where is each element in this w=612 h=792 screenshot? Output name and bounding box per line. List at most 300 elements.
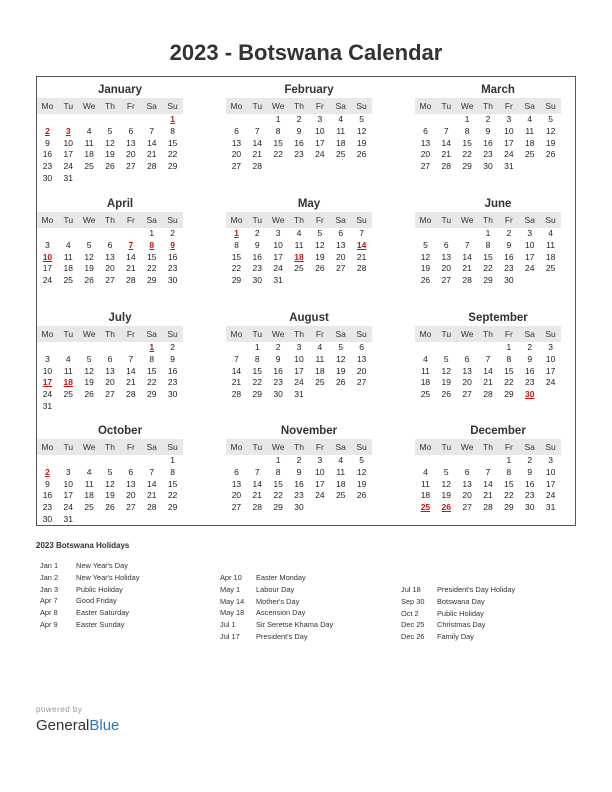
empty-day-cell <box>120 401 141 413</box>
day-cell: 26 <box>315 263 325 274</box>
day-cell: 26 <box>356 490 367 501</box>
weekday-header: Fr <box>504 215 513 225</box>
day-cell: 26 <box>356 149 367 160</box>
weekday-header-row <box>415 212 561 228</box>
day-cell: 2 <box>254 228 260 238</box>
day-cell: 13 <box>126 478 136 489</box>
holiday-day-cell: 26 <box>441 502 452 513</box>
weekday-header-row <box>37 439 183 455</box>
day-cell: 25 <box>545 263 556 274</box>
day-cell: 3 <box>548 455 553 465</box>
weekday-header: Tu <box>252 101 263 111</box>
empty-day-cell <box>120 342 141 354</box>
week-row <box>415 377 561 389</box>
holiday-day-cell: 17 <box>42 377 53 388</box>
day-cell: 6 <box>443 239 449 250</box>
empty-day-cell <box>457 455 478 467</box>
holiday-entry <box>40 572 220 584</box>
weekday-header: Tu <box>441 101 452 111</box>
holiday-name: Public Holiday <box>437 608 484 618</box>
empty-day-cell <box>226 342 247 354</box>
day-cell: 16 <box>524 365 535 376</box>
day-cell: 7 <box>254 125 260 136</box>
empty-day-cell <box>141 114 162 126</box>
holiday-date: May 14 <box>220 596 245 606</box>
week-row <box>415 490 561 502</box>
day-cell: 1 <box>506 342 512 352</box>
day-cell: 30 <box>167 275 178 286</box>
day-cell: 26 <box>84 275 94 286</box>
weekday-header-row <box>226 326 372 342</box>
day-cell: 23 <box>294 149 304 160</box>
day-cell: 25 <box>524 149 535 160</box>
empty-day-cell <box>519 275 540 287</box>
day-cell: 16 <box>524 478 535 489</box>
empty-day-cell <box>226 114 247 126</box>
day-cell: 13 <box>231 137 242 148</box>
weekday-header: We <box>82 215 96 225</box>
weekday-header: Mo <box>419 442 432 452</box>
holiday-day-cell: 9 <box>170 239 175 250</box>
day-cell: 5 <box>107 125 113 136</box>
weekday-header: We <box>271 215 285 225</box>
day-cell: 15 <box>504 478 514 489</box>
week-row <box>226 114 372 126</box>
week-row <box>226 490 372 502</box>
weekday-header: Tu <box>441 215 452 225</box>
day-cell: 7 <box>485 353 491 364</box>
week-row <box>37 389 183 401</box>
month-name: March <box>481 84 515 96</box>
holiday-entry <box>401 596 581 608</box>
day-cell: 25 <box>63 275 74 286</box>
day-cell: 28 <box>252 161 263 172</box>
weekday-header: Fr <box>315 101 324 111</box>
day-cell: 7 <box>485 466 491 477</box>
day-cell: 13 <box>462 478 472 489</box>
empty-day-cell <box>289 275 310 287</box>
weekday-header: Th <box>105 215 115 225</box>
empty-day-cell <box>37 114 58 126</box>
day-cell: 28 <box>483 389 493 400</box>
empty-day-cell <box>436 342 457 354</box>
day-cell: 5 <box>86 353 92 364</box>
week-row <box>226 240 372 252</box>
month-september <box>415 311 561 401</box>
day-cell: 23 <box>524 377 535 388</box>
holiday-name: Easter Monday <box>256 573 306 582</box>
month-march <box>415 83 561 173</box>
day-cell: 13 <box>126 137 136 148</box>
holiday-name: Mother's Day <box>256 596 300 606</box>
week-row <box>226 389 372 401</box>
day-cell: 24 <box>545 377 556 388</box>
weekday-header: Mo <box>41 215 54 225</box>
empty-day-cell <box>100 173 121 185</box>
holiday-name: Public Holiday <box>76 584 123 594</box>
weekday-header: Mo <box>419 101 432 111</box>
day-cell: 10 <box>315 125 325 136</box>
day-cell: 27 <box>105 389 115 400</box>
day-cell: 21 <box>146 490 157 501</box>
day-cell: 31 <box>545 502 556 513</box>
day-cell: 5 <box>443 353 449 364</box>
day-cell: 20 <box>335 251 346 262</box>
empty-day-cell <box>351 275 372 287</box>
week-row <box>226 275 372 287</box>
empty-day-cell <box>100 455 121 467</box>
day-cell: 27 <box>356 377 367 388</box>
day-cell: 29 <box>252 389 263 400</box>
weekday-header: Mo <box>230 215 243 225</box>
week-row <box>226 502 372 514</box>
day-cell: 20 <box>105 377 115 388</box>
day-cell: 8 <box>234 239 239 250</box>
holiday-date: Jan 2 <box>40 572 59 582</box>
weekday-header: Fr <box>504 101 513 111</box>
day-cell: 9 <box>275 353 281 364</box>
day-cell: 21 <box>126 377 136 388</box>
day-cell: 7 <box>254 466 260 477</box>
day-cell: 1 <box>170 455 175 465</box>
week-row <box>37 490 183 502</box>
empty-day-cell <box>100 342 121 354</box>
empty-day-cell <box>247 114 268 126</box>
brand-name-general: General <box>36 717 90 734</box>
day-cell: 20 <box>126 490 136 501</box>
day-cell: 6 <box>234 466 239 477</box>
weekday-header-row <box>415 98 561 114</box>
empty-day-cell <box>457 342 478 354</box>
day-cell: 27 <box>126 502 136 513</box>
day-cell: 1 <box>485 228 491 238</box>
day-cell: 19 <box>315 251 325 262</box>
holiday-entry <box>40 584 220 596</box>
day-cell: 17 <box>504 137 514 148</box>
day-cell: 20 <box>462 490 472 501</box>
holiday-entry <box>40 560 220 572</box>
week-row <box>415 502 561 514</box>
day-cell: 18 <box>335 137 346 148</box>
day-cell: 3 <box>548 342 553 352</box>
week-row <box>37 401 183 413</box>
day-cell: 20 <box>126 149 136 160</box>
week-row <box>226 138 372 150</box>
month-name: May <box>297 198 321 210</box>
day-cell: 27 <box>105 275 115 286</box>
day-cell: 24 <box>315 149 325 160</box>
day-cell: 15 <box>273 137 283 148</box>
day-cell: 12 <box>356 125 367 136</box>
empty-day-cell <box>330 161 351 173</box>
day-cell: 30 <box>252 275 263 286</box>
day-cell: 7 <box>149 125 155 136</box>
day-cell: 7 <box>359 228 364 238</box>
empty-day-cell <box>436 455 457 467</box>
day-cell: 23 <box>167 377 178 388</box>
day-cell: 27 <box>420 161 431 172</box>
holiday-date: Dec 26 <box>401 632 425 642</box>
weekday-header: Su <box>167 101 178 111</box>
day-cell: 30 <box>167 389 178 400</box>
empty-day-cell <box>79 173 100 185</box>
month-june <box>415 197 561 287</box>
day-cell: 18 <box>63 263 74 274</box>
empty-day-cell <box>351 389 372 401</box>
holiday-day-cell: 10 <box>42 251 53 262</box>
day-cell: 19 <box>420 263 431 274</box>
day-cell: 22 <box>146 377 157 388</box>
day-cell: 8 <box>275 466 281 477</box>
day-cell: 19 <box>441 377 452 388</box>
day-cell: 25 <box>63 389 74 400</box>
day-cell: 9 <box>296 125 302 136</box>
empty-day-cell <box>436 228 457 240</box>
day-cell: 12 <box>356 466 367 477</box>
weekday-header: Sa <box>524 329 535 339</box>
day-cell: 22 <box>231 263 242 274</box>
day-cell: 3 <box>45 239 50 250</box>
holiday-entry <box>220 619 400 631</box>
day-cell: 24 <box>545 490 556 501</box>
empty-day-cell <box>37 228 58 240</box>
day-cell: 9 <box>506 239 512 250</box>
empty-day-cell <box>540 161 561 173</box>
day-cell: 29 <box>146 275 157 286</box>
day-cell: 19 <box>441 490 452 501</box>
month-name: July <box>108 312 132 324</box>
day-cell: 26 <box>105 161 115 172</box>
day-cell: 10 <box>545 466 556 477</box>
week-row <box>415 275 561 287</box>
day-cell: 29 <box>231 275 242 286</box>
day-cell: 10 <box>315 466 325 477</box>
day-cell: 2 <box>296 114 302 124</box>
holiday-name: Christmas Day <box>437 620 486 630</box>
week-row <box>415 354 561 366</box>
holiday-day-cell: 8 <box>149 239 155 250</box>
day-cell: 27 <box>462 389 472 400</box>
weekday-header: We <box>82 101 96 111</box>
week-row <box>37 342 183 354</box>
week-row <box>37 149 183 161</box>
week-row <box>226 354 372 366</box>
holiday-date: May 18 <box>220 608 245 618</box>
month-name: October <box>97 425 143 437</box>
day-cell: 9 <box>45 478 50 489</box>
day-cell: 18 <box>84 490 94 501</box>
day-cell: 2 <box>170 342 175 352</box>
day-cell: 24 <box>273 263 283 274</box>
weekday-header: We <box>271 442 285 452</box>
weekday-header: Fr <box>504 442 513 452</box>
month-december <box>415 424 561 514</box>
week-row <box>415 114 561 126</box>
empty-day-cell <box>540 275 561 287</box>
week-row <box>415 228 561 240</box>
weekday-header: Fr <box>315 329 324 339</box>
day-cell: 18 <box>335 478 346 489</box>
day-cell: 13 <box>441 251 452 262</box>
weekday-header: Tu <box>63 329 74 339</box>
day-cell: 13 <box>335 239 346 250</box>
weekday-header: Sa <box>335 442 346 452</box>
week-row <box>37 514 183 526</box>
day-cell: 8 <box>170 125 175 136</box>
holiday-list-column-2 <box>220 572 400 643</box>
day-cell: 6 <box>423 125 428 136</box>
day-cell: 4 <box>338 455 344 465</box>
weekday-header: Th <box>483 329 493 339</box>
day-cell: 6 <box>359 342 364 352</box>
weekday-header: Fr <box>315 215 324 225</box>
weekday-header: Su <box>167 329 178 339</box>
weekday-header: Fr <box>504 329 513 339</box>
holiday-day-cell: 25 <box>420 502 431 513</box>
day-cell: 10 <box>63 137 74 148</box>
weekday-header: Tu <box>252 215 263 225</box>
holiday-date: Dec 25 <box>401 620 425 630</box>
day-cell: 28 <box>231 389 242 400</box>
day-cell: 27 <box>462 502 472 513</box>
week-row <box>415 126 561 138</box>
day-cell: 25 <box>335 149 346 160</box>
holiday-date: Jan 3 <box>40 584 59 594</box>
day-cell: 29 <box>483 275 493 286</box>
month-february <box>226 83 372 173</box>
brand-name-blue: Blue <box>89 717 120 734</box>
day-cell: 26 <box>420 275 431 286</box>
day-cell: 4 <box>423 353 428 364</box>
empty-day-cell <box>58 401 79 413</box>
empty-day-cell <box>79 342 100 354</box>
day-cell: 15 <box>483 251 493 262</box>
weekday-header: Th <box>294 101 304 111</box>
weekday-header: We <box>271 101 285 111</box>
day-cell: 23 <box>273 377 283 388</box>
weekday-header: Su <box>545 215 556 225</box>
holiday-day-cell: 1 <box>170 114 175 124</box>
weekday-header: Tu <box>441 442 452 452</box>
day-cell: 14 <box>126 251 136 262</box>
weekday-header: We <box>82 442 96 452</box>
day-cell: 29 <box>504 502 514 513</box>
empty-day-cell <box>330 502 351 514</box>
empty-day-cell <box>100 401 121 413</box>
month-july <box>37 311 183 413</box>
day-cell: 1 <box>275 455 281 465</box>
day-cell: 4 <box>65 239 71 250</box>
day-cell: 9 <box>485 125 491 136</box>
weekday-header-row <box>226 212 372 228</box>
day-cell: 14 <box>146 478 157 489</box>
weekday-header: Su <box>545 101 556 111</box>
empty-day-cell <box>268 161 289 173</box>
holiday-date: Apr 9 <box>40 619 58 629</box>
day-cell: 14 <box>483 478 493 489</box>
holiday-date: Sep 30 <box>401 596 425 606</box>
day-cell: 15 <box>146 365 157 376</box>
weekday-header: Sa <box>524 442 535 452</box>
day-cell: 26 <box>84 389 94 400</box>
day-cell: 4 <box>86 466 92 477</box>
holiday-date: Oct 2 <box>401 608 419 618</box>
day-cell: 28 <box>252 502 263 513</box>
day-cell: 4 <box>548 228 553 238</box>
holiday-list-column-1 <box>40 560 220 631</box>
day-cell: 20 <box>462 377 472 388</box>
day-cell: 27 <box>441 275 452 286</box>
weekday-header: Th <box>105 442 115 452</box>
day-cell: 19 <box>105 149 115 160</box>
weekday-header: Su <box>167 215 178 225</box>
day-cell: 26 <box>105 502 115 513</box>
weekday-header: Su <box>545 329 556 339</box>
day-cell: 27 <box>231 161 242 172</box>
day-cell: 22 <box>273 149 283 160</box>
day-cell: 24 <box>504 149 514 160</box>
weekday-header-row <box>37 98 183 114</box>
day-cell: 23 <box>42 502 53 513</box>
holiday-date: Jul 18 <box>401 585 421 594</box>
empty-day-cell <box>478 455 499 467</box>
day-cell: 16 <box>504 251 514 262</box>
week-row <box>226 342 372 354</box>
week-row <box>37 114 183 126</box>
holiday-name: Sir Seretse Khama Day <box>256 620 334 630</box>
day-cell: 22 <box>273 490 283 501</box>
day-cell: 3 <box>296 342 302 352</box>
week-row <box>415 240 561 252</box>
day-cell: 3 <box>317 114 323 124</box>
holiday-day-cell: 3 <box>65 125 71 136</box>
day-cell: 4 <box>423 466 428 477</box>
day-cell: 13 <box>356 353 367 364</box>
weekday-header: Sa <box>146 101 157 111</box>
day-cell: 15 <box>167 478 178 489</box>
day-cell: 28 <box>126 275 136 286</box>
day-cell: 31 <box>273 275 283 286</box>
day-cell: 25 <box>84 502 94 513</box>
day-cell: 23 <box>42 161 53 172</box>
day-cell: 15 <box>462 137 472 148</box>
week-row <box>415 342 561 354</box>
weekday-header: Fr <box>126 442 135 452</box>
week-row <box>415 138 561 150</box>
month-name: April <box>106 198 134 210</box>
day-cell: 19 <box>84 377 94 388</box>
weekday-header: Su <box>356 442 367 452</box>
empty-day-cell <box>141 173 162 185</box>
day-cell: 15 <box>167 137 178 148</box>
day-cell: 17 <box>315 137 325 148</box>
day-cell: 28 <box>356 263 367 274</box>
holiday-name: Ascension Day <box>256 608 306 618</box>
day-cell: 14 <box>146 137 157 148</box>
holiday-date: Jul 1 <box>220 620 236 630</box>
month-name: September <box>468 312 528 324</box>
day-cell: 19 <box>545 137 556 148</box>
weekday-header-row <box>37 326 183 342</box>
empty-day-cell <box>79 114 100 126</box>
month-name: November <box>280 425 338 437</box>
page-title: 2023 - Botswana Calendar <box>169 40 443 65</box>
empty-day-cell <box>519 161 540 173</box>
month-name: June <box>484 198 512 210</box>
empty-day-cell <box>120 514 141 526</box>
week-row <box>226 479 372 491</box>
day-cell: 13 <box>420 137 431 148</box>
